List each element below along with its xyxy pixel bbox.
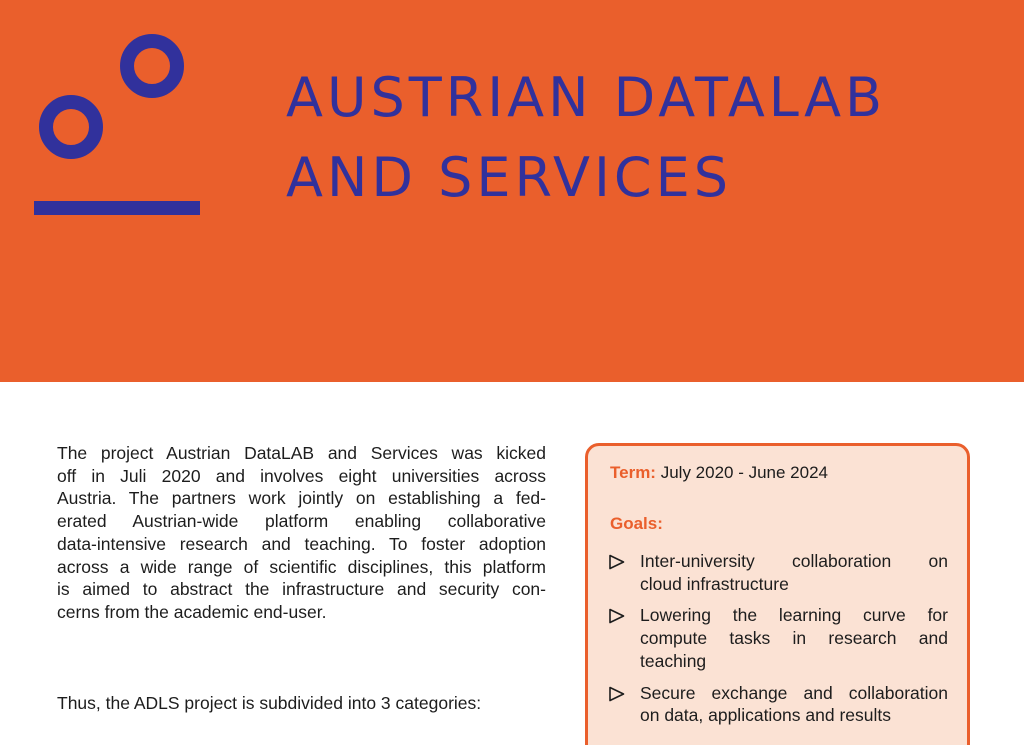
intro-line: erated Austrian-wide platform enabling collaborative (57, 511, 546, 532)
goal-line: on data, applications and results (640, 705, 891, 726)
term-value: July 2020 - June 2024 (660, 463, 829, 482)
list-item (608, 682, 948, 727)
goal-line: compute tasks in research and (640, 628, 948, 649)
intro-line: data-intensive research and teaching. To foster adoption (57, 533, 546, 554)
intro-line: is aimed to abstract the infrastructure and security con- (57, 579, 546, 600)
title-line-1: AUSTRIAN DATALAB (286, 66, 887, 129)
intro-line: off in Juli 2020 and involves eight universities across (57, 465, 546, 486)
project-info-box (585, 443, 970, 745)
term-row (610, 462, 828, 484)
goals-list (608, 550, 948, 736)
title-line-2: AND SERVICES (286, 146, 733, 209)
intro-line: cerns from the academic end-user. (57, 601, 327, 622)
goals-label: Goals: (610, 514, 663, 533)
intro-line: The project Austrian DataLAB and Services was kicked (57, 443, 546, 463)
intro-paragraph (57, 442, 546, 624)
intro-line: across a wide range of scientific disciplines, this platform (57, 556, 546, 577)
goal-line: Lowering the learning curve for (640, 605, 948, 626)
term-label: Term: (610, 463, 656, 482)
list-item (608, 604, 948, 672)
goal-line: Secure exchange and collaboration (640, 682, 948, 703)
categories-note: Thus, the ADLS project is subdivided into 3 categories: (57, 693, 482, 713)
triangle-bullet-icon (608, 686, 626, 702)
goal-line: cloud infrastructure (640, 573, 789, 594)
triangle-bullet-icon (608, 554, 626, 570)
adls-logo-icon (0, 0, 240, 240)
intro-line: Austria. The partners work jointly on establishing a fed- (57, 488, 546, 509)
goal-line: teaching (640, 650, 707, 671)
triangle-bullet-icon (608, 608, 626, 624)
goal-line: Inter-university collaboration on (640, 551, 948, 571)
list-item (608, 550, 948, 595)
page-title (286, 58, 1024, 218)
